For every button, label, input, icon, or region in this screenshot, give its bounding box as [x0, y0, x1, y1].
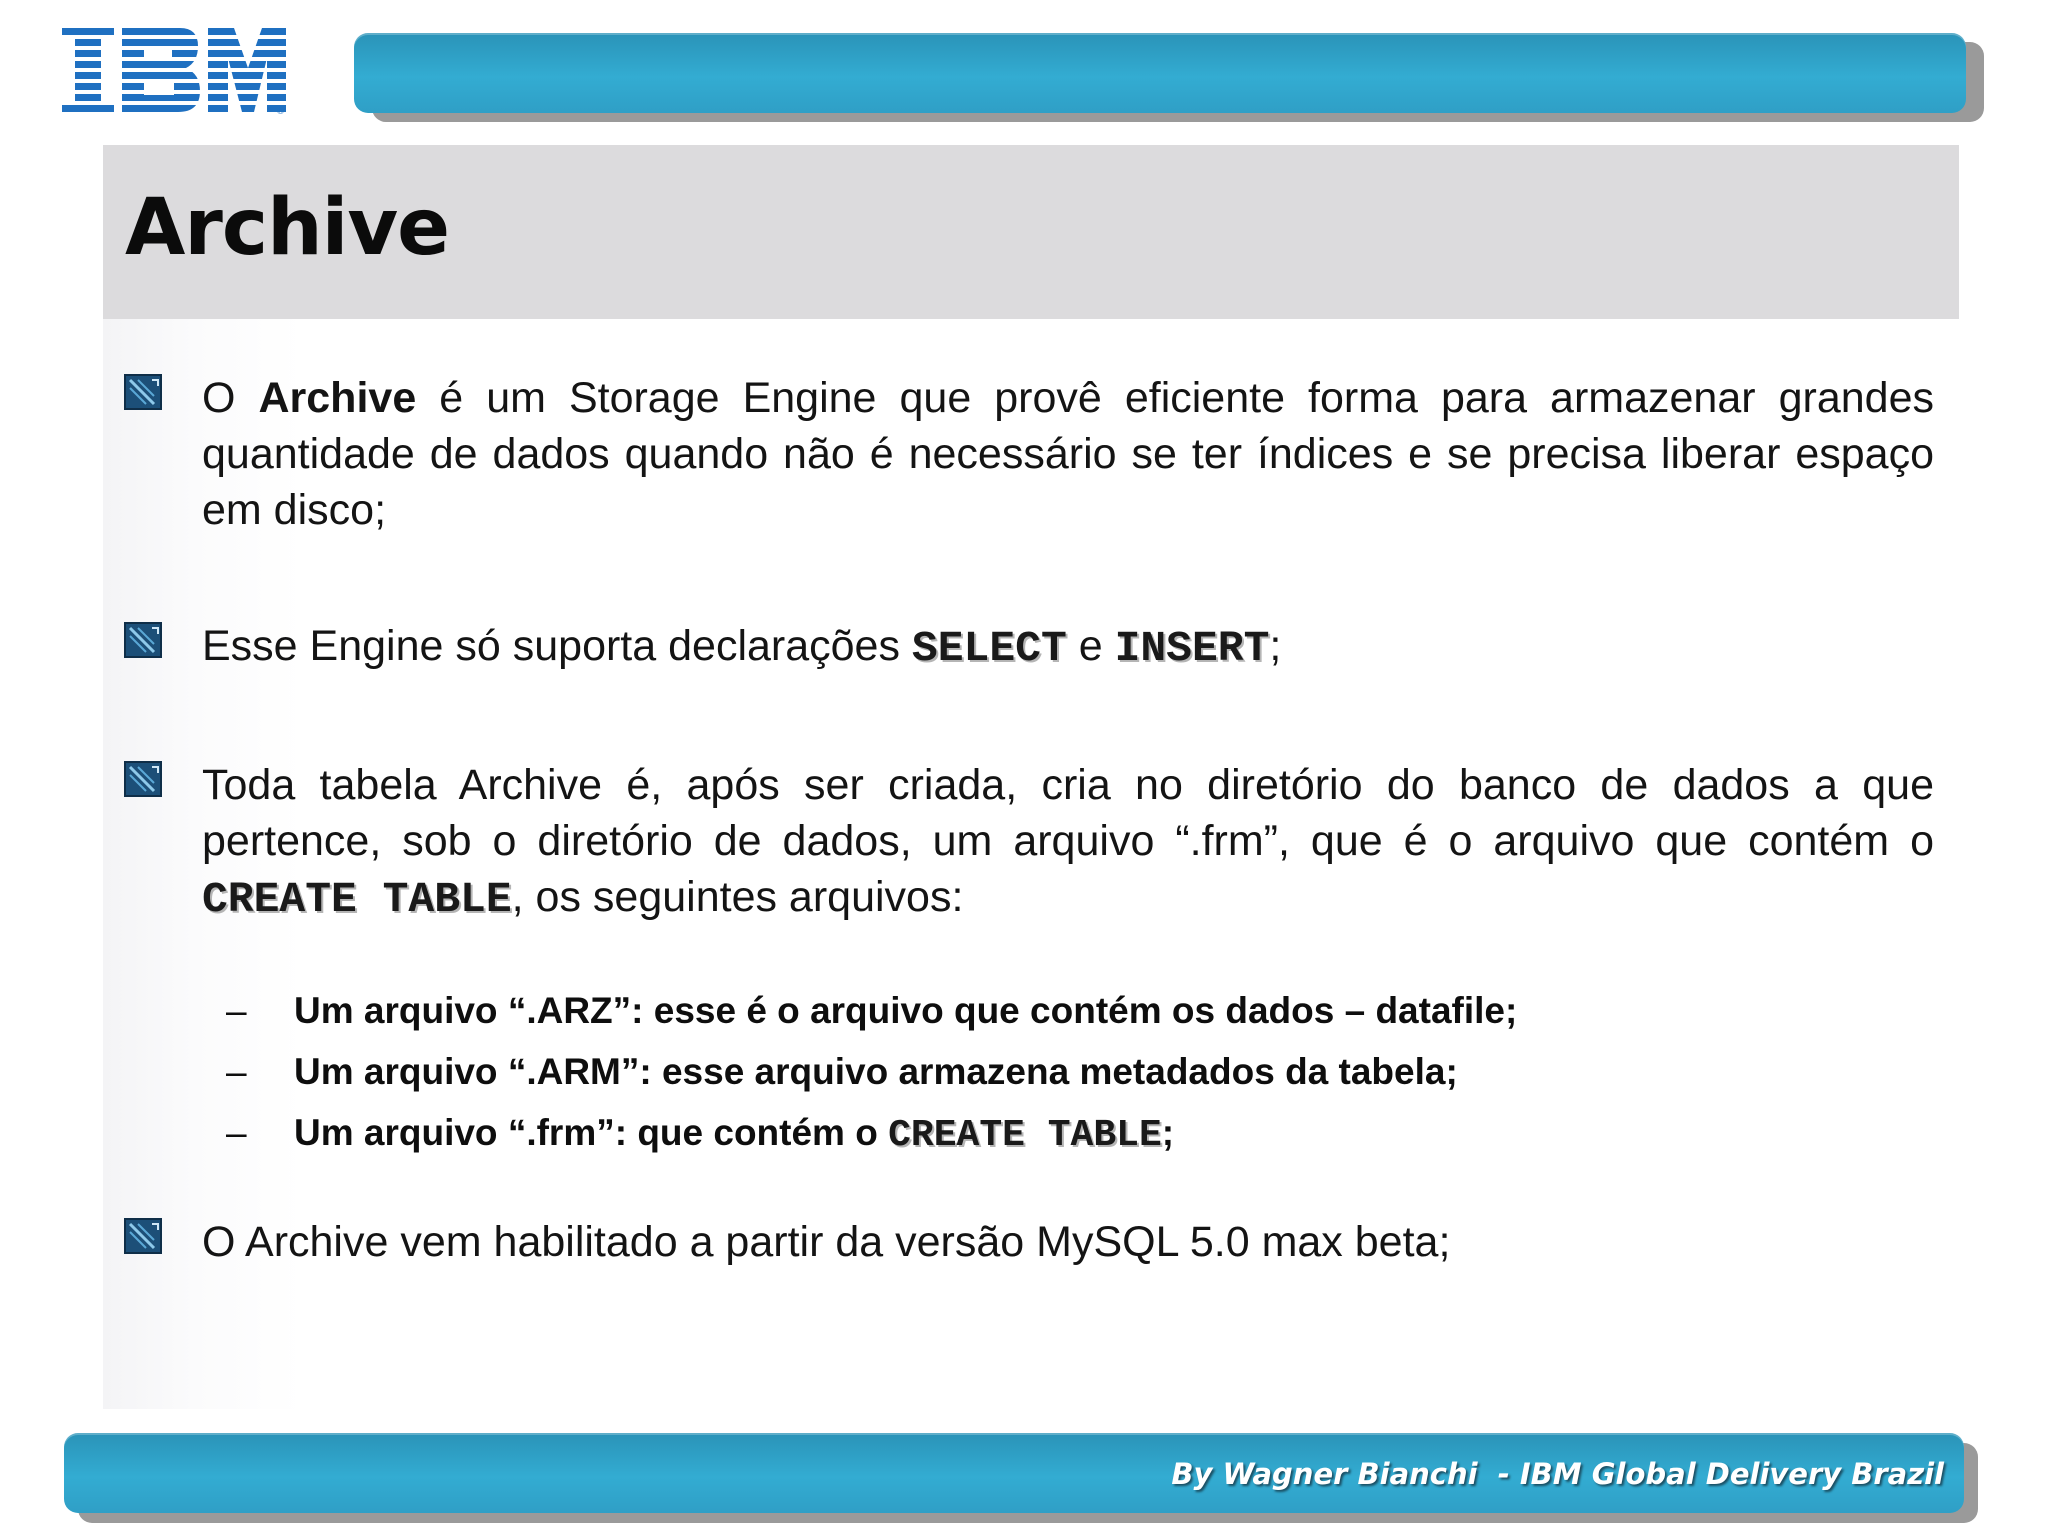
header-bar: [354, 33, 1966, 113]
bullet-item: [124, 1214, 1934, 1270]
bullet-text: , os seguintes arquivos:: [511, 873, 964, 921]
sub-list-item: [226, 1041, 1934, 1102]
bullet-icon: [124, 1218, 164, 1256]
sub-item-text: Um arquivo “.ARZ”: esse é o arquivo que contém os dados – datafile;: [294, 990, 1518, 1031]
sub-item-text: ;: [1161, 1112, 1175, 1153]
bullet-item: [124, 618, 1934, 677]
bullet-text: O: [202, 374, 259, 422]
bullet-text: O Archive vem habilitado a partir da versão MySQL 5.0 max beta;: [202, 1218, 1451, 1266]
bullet-text: Esse Engine só suporta declarações: [202, 622, 912, 670]
ibm-logo: [62, 28, 286, 114]
bullet-list: [124, 370, 1934, 1270]
code-keyword: CREATE TABLE: [202, 875, 512, 924]
sub-list: [226, 980, 1934, 1166]
title-band: [103, 145, 1959, 319]
code-keyword: INSERT: [1114, 624, 1270, 673]
bullet-text: ;: [1269, 622, 1282, 670]
sub-item-text: Um arquivo “.frm”: que contém o: [294, 1112, 889, 1153]
slide-title: Archive: [125, 183, 450, 273]
bullet-icon: [124, 761, 164, 799]
sub-list-item: [226, 980, 1934, 1041]
bullet-emphasis: Archive: [258, 374, 417, 422]
code-keyword: SELECT: [911, 624, 1067, 673]
bullet-item: [124, 757, 1934, 928]
dash-marker: –: [226, 990, 247, 1031]
dash-marker: –: [226, 1112, 247, 1153]
bullet-text: Toda tabela Archive é, após ser criada, cria no diretório do banco de dados a que pertence, sob o diretório de dados, um arquivo “.frm”, que é o arquivo que contém o: [202, 761, 1934, 865]
sub-item-text: Um arquivo “.ARM”: esse arquivo armazena metadados da tabela;: [294, 1051, 1458, 1092]
footer-credit: By Wagner Bianchi - IBM Global Delivery Brazil: [1171, 1457, 1944, 1491]
footer-bar: [64, 1433, 1964, 1513]
bullet-icon: [124, 374, 164, 412]
bullet-text: é um Storage Engine que provê eficiente forma para armazenar grandes quantidade de dados quando não é necessário se ter índices e se precisa liberar espaço em disco;: [202, 374, 1934, 534]
sub-list-item: [226, 1102, 1934, 1166]
bullet-text: e: [1066, 622, 1115, 670]
bullet-icon: [124, 622, 164, 660]
dash-marker: –: [226, 1051, 247, 1092]
code-keyword: CREATE TABLE: [888, 1114, 1162, 1157]
bullet-item: [124, 370, 1934, 538]
svg-text:®: ®: [276, 107, 285, 114]
